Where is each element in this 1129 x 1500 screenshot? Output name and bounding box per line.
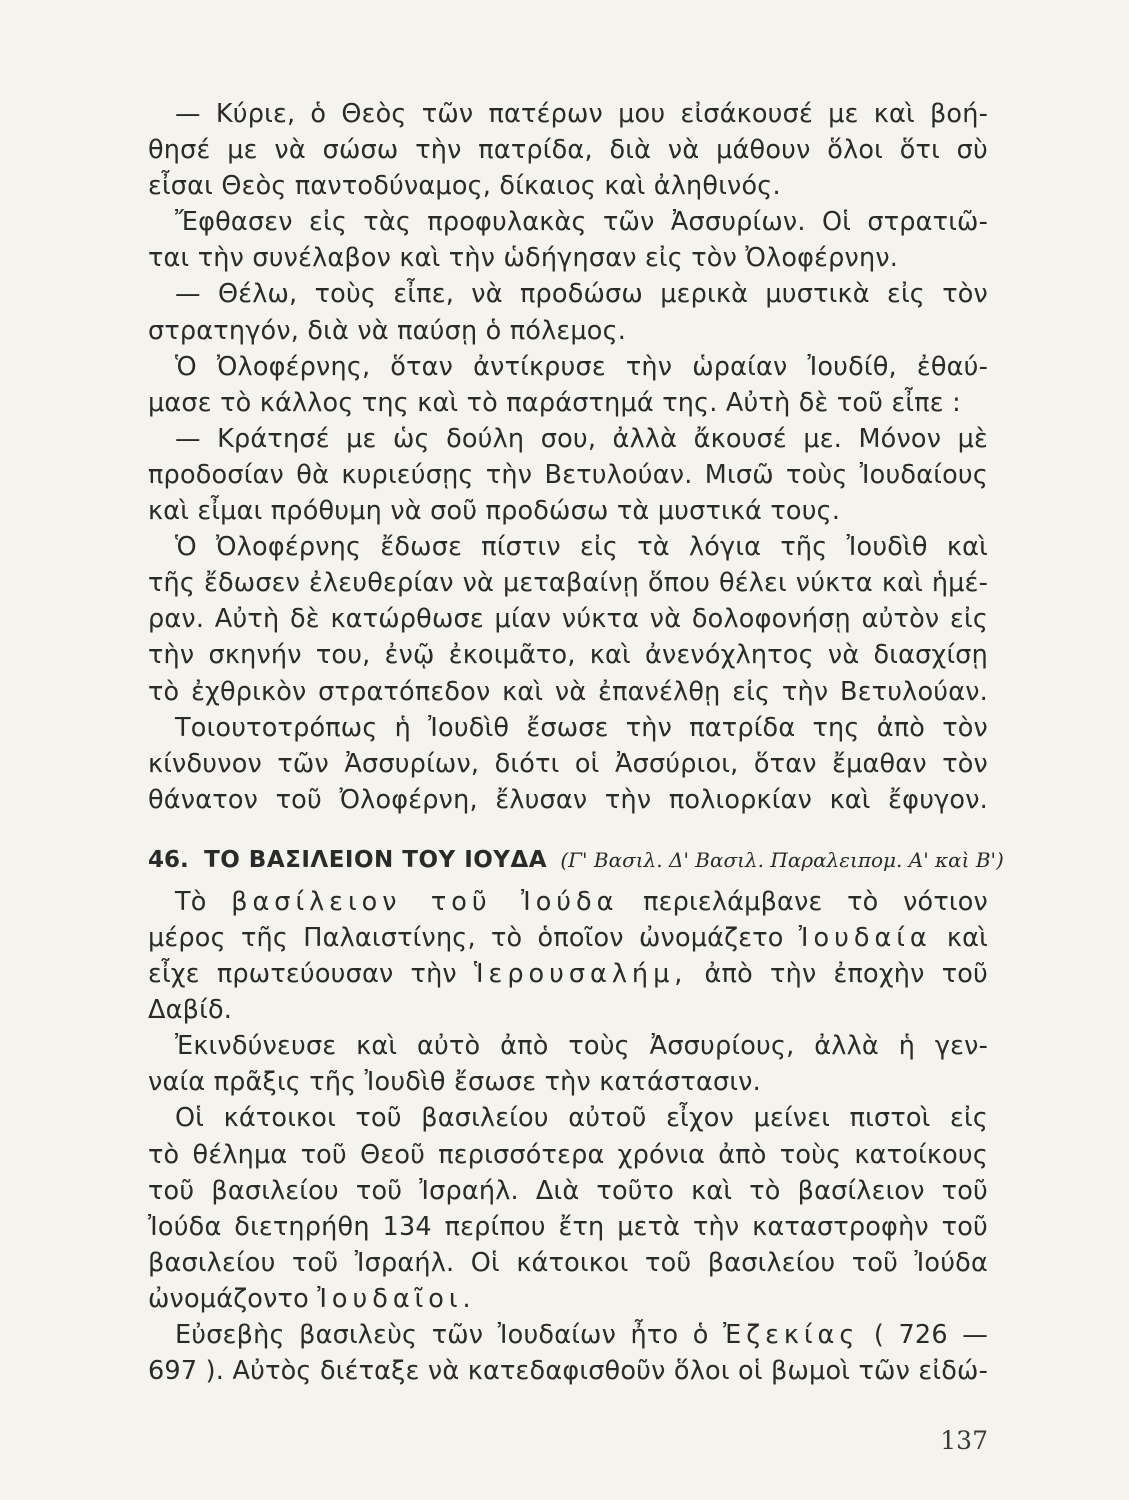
- text-line: καὶ εἶμαι πρόθυμη νὰ σοῦ προδώσω τὰ μυστικά τους.: [148, 496, 841, 527]
- text-line: κίνδυνον τῶν Ἀσσυρίων, διότι οἱ Ἀσσύριοι, ὅταν ἔμαθαν τὸν: [148, 748, 988, 779]
- paragraph-holofernes-admires: [148, 349, 988, 421]
- text-line: θησέ με νὰ σώσω τὴν πατρίδα, διὰ νὰ μάθουν ὅλοι ὅτι σὺ: [148, 135, 988, 166]
- paragraph-betrayal-offer: [148, 276, 988, 348]
- text-line: τὸ ἐχθρικὸν στρατόπεδον καὶ νὰ ἐπανέλθῃ εἰς τὴν Βετυλούαν.: [148, 676, 988, 707]
- text-line: μασε τὸ κάλλος της καὶ τὸ παράστημά της. Αὐτὴ δὲ τοῦ εἶπε :: [148, 387, 961, 418]
- section-reference: (Γ' Βασιλ. Δ' Βασιλ. Παραλειπομ. Α' καὶ Β'): [560, 847, 1004, 872]
- text-line: ναία πρᾶξις τῆς Ἰουδὶθ ἔσωσε τὴν κατάστασιν.: [148, 1067, 761, 1098]
- text-line: ραν. Αὐτὴ δὲ κατώρθωσε μίαν νύκτα νὰ δολοφονήσῃ αὐτὸν εἰς: [148, 604, 988, 635]
- paragraph-kingdom-intro: [148, 884, 988, 1028]
- text-line: Ἰούδα διετηρήθη 134 περίπου ἔτη μετὰ τὴν καταστροφὴν τοῦ: [148, 1211, 988, 1242]
- text-line: τοῦ βασιλείου τοῦ Ἰσραήλ. Διὰ τοῦτο καὶ τὸ βασίλειον τοῦ: [148, 1175, 988, 1206]
- spaced-term: Ἰουδαῖοι.: [317, 1283, 476, 1314]
- text-line: θάνατον τοῦ Ὀλοφέρνη, ἔλυσαν τὴν πολιορκίαν καὶ ἔφυγον.: [148, 784, 988, 815]
- text-line: Ὁ Ὀλοφέρνης ἔδωσε πίστιν εἰς τὰ λόγια τῆς Ἰουδὶθ καὶ: [175, 532, 988, 563]
- page-number: 137: [940, 1426, 988, 1455]
- section-heading: [148, 840, 1004, 880]
- spaced-term: Ἱερουσαλήμ,: [474, 959, 688, 990]
- paragraph-judith-deed: [148, 529, 988, 709]
- text-line: προδοσίαν θὰ κυριεύσῃς τὴν Βετυλούαν. Μισῶ τοὺς Ἰουδαίους: [148, 459, 988, 490]
- text-line: Ὁ Ὀλοφέρνης, ὅταν ἀντίκρυσε τὴν ὡραίαν Ἰουδίθ, ἐθαύ-: [175, 351, 988, 382]
- section-title: ΤΟ ΒΑΣΙΛΕΙΟΝ ΤΟΥ ΙΟΥΔΑ: [204, 846, 548, 873]
- text-line: Ἔφθασεν εἰς τὰς προφυλακὰς τῶν Ἀσσυρίων. Οἱ στρατιῶ-: [175, 207, 988, 238]
- text-line: τὸ θέλημα τοῦ Θεοῦ περισσότερα χρόνια ἀπὸ τοὺς κατοίκους: [148, 1139, 988, 1170]
- spaced-term: Ἐζεκίας: [723, 1320, 860, 1350]
- text-line: ται τὴν συνέλαβον καὶ τὴν ὡδήγησαν εἰς τὸν Ὀλοφέρνην.: [148, 243, 899, 274]
- section-number: 46.: [148, 846, 189, 873]
- text-line: εἶχε πρωτεύουσαν τὴν Ἱερουσαλήμ, ἀπὸ τὴν ἐποχὴν τοῦ: [148, 959, 988, 990]
- text-line: Τοιουτοτρόπως ἡ Ἰουδὶθ ἔσωσε τὴν πατρίδα της ἀπὸ τὸν: [175, 712, 988, 743]
- spaced-term: βασίλειον τοῦ Ἰούδα: [231, 886, 619, 917]
- text-line: — Κράτησέ με ὡς δούλη σου, ἀλλὰ ἄκουσέ με. Μόνον μὲ: [175, 423, 988, 454]
- paragraph-arrival: [148, 204, 988, 276]
- text-line: Εὐσεβὴς βασιλεὺς τῶν Ἰουδαίων ἦτο ὁ Ἐζεκίας ( 726 —: [175, 1320, 988, 1350]
- paragraph-prayer: [148, 96, 988, 204]
- text-line: μέρος τῆς Παλαιστίνης, τὸ ὁποῖον ὠνομάζετο Ἰουδαία καὶ: [148, 922, 988, 953]
- text-line: Δαβίδ.: [148, 995, 233, 1026]
- text-line: στρατηγόν, διὰ νὰ παύσῃ ὁ πόλεμος.: [148, 315, 627, 346]
- text-line: εἶσαι Θεὸς παντοδύναμος, δίκαιος καὶ ἀληθινός.: [148, 171, 781, 202]
- spaced-term: Ἰουδαία: [798, 922, 932, 953]
- text-line: ὠνομάζοντο Ἰουδαῖοι.: [148, 1283, 476, 1314]
- text-line: βασιλείου τοῦ Ἰσραήλ. Οἱ κάτοικοι τοῦ βασιλείου τοῦ Ἰούδα: [148, 1247, 988, 1278]
- paragraph-outcome: [148, 710, 988, 818]
- paragraph-danger: [148, 1028, 988, 1100]
- text-line: — Κύριε, ὁ Θεὸς τῶν πατέρων μου εἰσάκουσέ με καὶ βοή-: [175, 99, 988, 129]
- text-line: 697 ). Αὐτὸς διέταξε νὰ κατεδαφισθοῦν ὅλοι οἱ βωμοὶ τῶν εἰδώ-: [148, 1356, 988, 1387]
- paragraph-judith-speech: [148, 421, 988, 529]
- text-line: Ἐκινδύνευσε καὶ αὐτὸ ἀπὸ τοὺς Ἀσσυρίους, ἀλλὰ ἡ γεν-: [175, 1031, 988, 1062]
- text-line: τῆς ἔδωσεν ἐλευθερίαν νὰ μεταβαίνῃ ὅπου θέλει νύκτα καὶ ἡμέ-: [148, 568, 988, 599]
- text-line: Τὸ βασίλειον τοῦ Ἰούδα περιελάμβανε τὸ νότιον: [175, 886, 988, 917]
- text-line: τὴν σκηνήν του, ἐνῷ ἐκοιμᾶτο, καὶ ἀνενόχλητος νὰ διασχίσῃ: [148, 640, 988, 671]
- text-line: — Θέλω, τοὺς εἶπε, νὰ προδώσω μερικὰ μυστικὰ εἰς τὸν: [175, 279, 988, 310]
- paragraph-faithful-inhabitants: [148, 1100, 988, 1317]
- page-body: [148, 96, 1004, 1389]
- text-line: Οἱ κάτοικοι τοῦ βασιλείου αὐτοῦ εἶχον μείνει πιστοὶ εἰς: [175, 1103, 988, 1134]
- paragraph-hezekiah: [148, 1317, 988, 1389]
